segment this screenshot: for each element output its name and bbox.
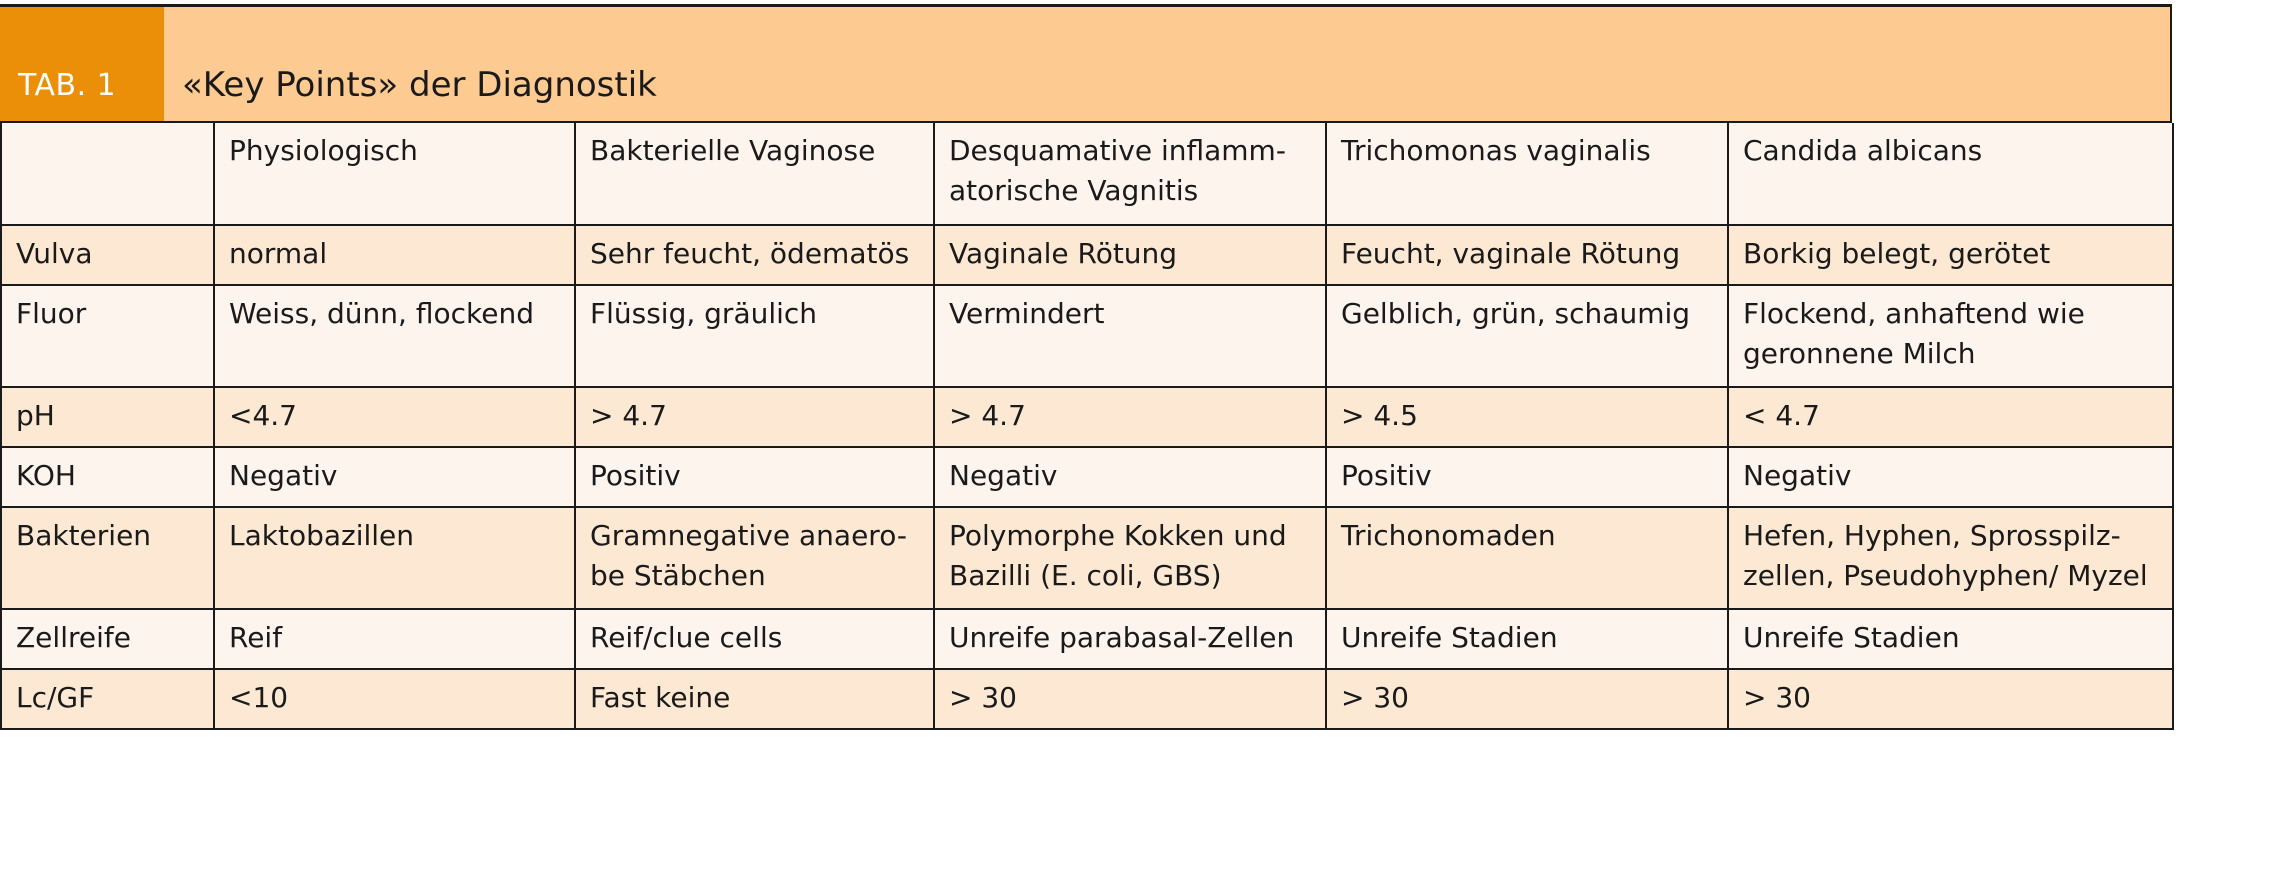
table-cell: Trichonomaden: [1326, 507, 1728, 609]
row-label: KOH: [1, 447, 214, 507]
table-cell: <4.7: [214, 387, 575, 447]
table-cell: normal: [214, 225, 575, 285]
table-cell: Unreife parabasal-Zellen: [934, 609, 1326, 669]
table-cell: Positiv: [1326, 447, 1728, 507]
table-row-ph: [1, 387, 2173, 447]
column-header-bakterielle-vaginose: Bakterielle Vaginose: [575, 123, 934, 225]
table-row-koh: [1, 447, 2173, 507]
row-label: Lc/GF: [1, 669, 214, 729]
table-cell: Gramnegative anaero- be Stäbchen: [575, 507, 934, 609]
table-cell: Feucht, vaginale Rötung: [1326, 225, 1728, 285]
table-row-bakterien: [1, 507, 2173, 609]
row-label: Zellreife: [1, 609, 214, 669]
table-cell: Positiv: [575, 447, 934, 507]
table-number-label: TAB. 1: [0, 7, 164, 121]
column-header-candida: Candida albicans: [1728, 123, 2173, 225]
data-grid: [0, 123, 2174, 730]
table-cell: > 4.7: [575, 387, 934, 447]
table-cell: > 30: [1728, 669, 2173, 729]
table-header-bar: [0, 4, 2172, 123]
row-label: pH: [1, 387, 214, 447]
table-cell: Flockend, anhaftend wie geronnene Milch: [1728, 285, 2173, 387]
table-cell: Reif: [214, 609, 575, 669]
table-cell: Flüssig, gräulich: [575, 285, 934, 387]
table-row-fluor: [1, 285, 2173, 387]
row-label: Bakterien: [1, 507, 214, 609]
column-header-empty: [1, 123, 214, 225]
table-cell: Unreife Stadien: [1728, 609, 2173, 669]
table-cell: Vaginale Rötung: [934, 225, 1326, 285]
diagnostics-table: [0, 4, 2172, 730]
table-cell: Borkig belegt, gerötet: [1728, 225, 2173, 285]
row-label: Fluor: [1, 285, 214, 387]
table-cell: Hefen, Hyphen, Sprosspilz- zellen, Pseudohyphen/ Myzel: [1728, 507, 2173, 609]
table-cell: > 4.7: [934, 387, 1326, 447]
table-row-vulva: [1, 225, 2173, 285]
column-header-row: [1, 123, 2173, 225]
table-row-lc-gf: [1, 669, 2173, 729]
table-cell: Negativ: [1728, 447, 2173, 507]
table-cell: Fast keine: [575, 669, 934, 729]
column-header-desquamative-vaginitis: Desquamative inflamm- atorische Vagnitis: [934, 123, 1326, 225]
table-cell: Negativ: [214, 447, 575, 507]
table-cell: Reif/clue cells: [575, 609, 934, 669]
table-cell: Weiss, dünn, flockend: [214, 285, 575, 387]
table-cell: Polymorphe Kokken und Bazilli (E. coli, GBS): [934, 507, 1326, 609]
column-header-trichomonas: Trichomonas vaginalis: [1326, 123, 1728, 225]
table-cell: Sehr feucht, ödematös: [575, 225, 934, 285]
table-cell: > 4.5: [1326, 387, 1728, 447]
table-row-zellreife: [1, 609, 2173, 669]
table-cell: Unreife Stadien: [1326, 609, 1728, 669]
table-cell: Negativ: [934, 447, 1326, 507]
table-cell: Vermindert: [934, 285, 1326, 387]
table-cell: < 4.7: [1728, 387, 2173, 447]
table-cell: > 30: [934, 669, 1326, 729]
row-label: Vulva: [1, 225, 214, 285]
table-cell: > 30: [1326, 669, 1728, 729]
table-title: «Key Points» der Diagnostik: [182, 65, 657, 105]
table-cell: Laktobazillen: [214, 507, 575, 609]
table-cell: Gelblich, grün, schaumig: [1326, 285, 1728, 387]
column-header-physiologisch: Physiologisch: [214, 123, 575, 225]
table-cell: <10: [214, 669, 575, 729]
